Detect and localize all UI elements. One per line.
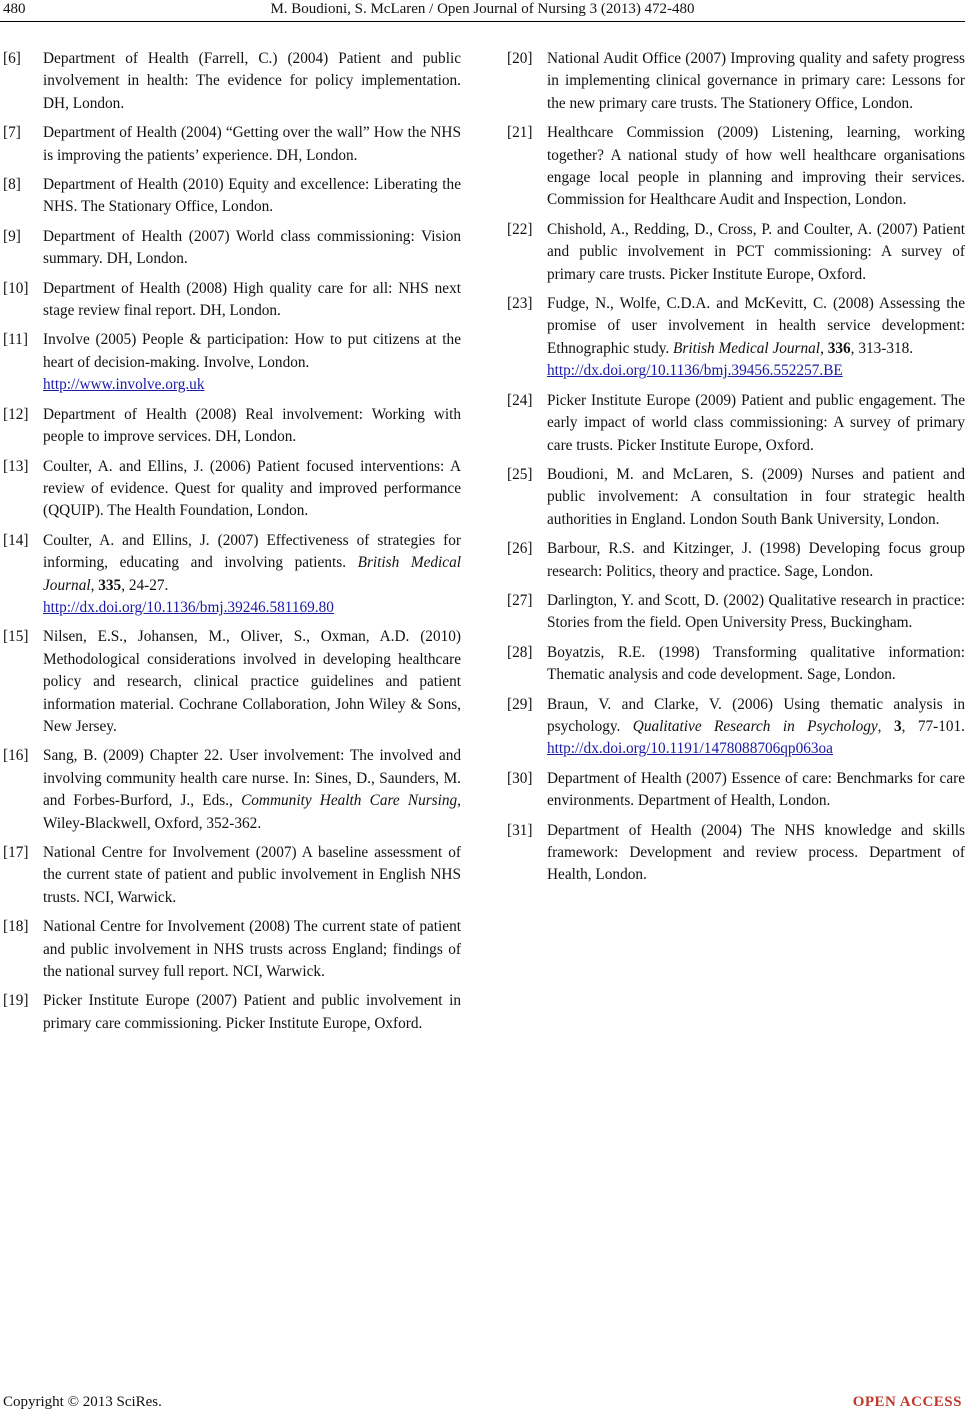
reference-number: [10] [3, 279, 29, 297]
reference-text [547, 538, 965, 583]
journal-title: Community Health Care Nursing [241, 792, 458, 810]
reference-body: Coulter, A. and Ellins, J. (2006) Patient focused interventions: A review of evidence. Quest for quality and improved performance (QQUIP). The Health Foundation, London. [43, 457, 461, 520]
reference-entry [3, 456, 461, 523]
reference-number: [16] [3, 747, 29, 765]
doi-link[interactable]: http://dx.doi.org/10.1136/bmj.39456.552257.BE [547, 362, 843, 380]
reference-body: Braun, V. and Clarke, V. (2006) Using thematic analysis in psychology. [547, 695, 965, 735]
reference-body: National Centre for Involvement (2007) A baseline assessment of the current state of patient and public involvement in English NHS trusts. NCI, Warwick. [43, 844, 461, 906]
reference-text [547, 122, 965, 212]
reference-number: [11] [3, 331, 28, 349]
reference-text [43, 456, 461, 523]
reference-body: Nilsen, E.S., Johansen, M., Oliver, S., Oxman, A.D. (2010) Methodological considerations involved in developing healthcare policy and research, clinical practice guidelines and patient information material. Cochrane Collaboration, John Wiley & Sons, New Jersey. [43, 628, 461, 735]
reference-pages: , 313-318. [850, 339, 914, 357]
reference-text [547, 694, 965, 761]
reference-text [43, 226, 461, 271]
reference-text [43, 626, 461, 738]
reference-number: [15] [3, 628, 29, 646]
journal-title: British Medical Journal [673, 339, 821, 357]
reference-entry [3, 745, 461, 835]
reference-number: [25] [507, 465, 533, 483]
reference-body: Picker Institute Europe (2007) Patient and public involvement in primary care commissioning. Picker Institute Europe, Oxford. [43, 992, 461, 1032]
reference-entry [3, 226, 461, 271]
reference-number: [26] [507, 540, 533, 558]
reference-separator: , [820, 339, 828, 357]
reference-text [43, 745, 461, 835]
reference-entry [3, 404, 461, 449]
footer-copyright: Copyright © 2013 SciRes. [3, 1394, 162, 1410]
reference-entry [3, 278, 461, 323]
reference-separator: , [877, 717, 894, 735]
reference-body: Picker Institute Europe (2009) Patient and public engagement. The early impact of world class commissioning: A survey of primary care trusts. Picker Institute Europe, Oxford. [547, 391, 965, 454]
reference-entry [507, 122, 965, 212]
reference-number: [28] [507, 643, 533, 661]
reference-body: Boyatzis, R.E. (1998) Transforming qualitative information: Thematic analysis and code development. Sage, London. [547, 643, 965, 684]
reference-body: Department of Health (2007) Essence of care: Benchmarks for care environments. Department of Health, London. [547, 769, 965, 810]
reference-number: [22] [507, 220, 533, 238]
header-rule [0, 21, 965, 22]
reference-body: Healthcare Commission (2009) Listening, learning, working together? A national study of how well healthcare organisations engage local people in planning and improving their services. Commission for Healthcare Audit and Inspection, London. [547, 124, 965, 209]
reference-entry [507, 390, 965, 457]
reference-number: [12] [3, 405, 29, 423]
reference-text [547, 293, 965, 383]
reference-body: Department of Health (2010) Equity and excellence: Liberating the NHS. The Stationary Office, London. [43, 176, 461, 216]
reference-entry [3, 626, 461, 738]
reference-body: Darlington, Y. and Scott, D. (2002) Qualitative research in practice: Stories from the field. Open University Press, Buckingham. [547, 591, 965, 632]
reference-separator: , [90, 576, 99, 594]
reference-entry [507, 48, 965, 115]
reference-number: [23] [507, 295, 533, 313]
volume-number: 336 [827, 339, 851, 357]
reference-number: [30] [507, 769, 533, 787]
reference-text [43, 329, 461, 396]
reference-text [547, 820, 965, 887]
running-head: M. Boudioni, S. McLaren / Open Journal of Nursing 3 (2013) 472-480 [270, 1, 695, 17]
volume-number: 3 [893, 717, 902, 735]
reference-number: [6] [3, 50, 21, 67]
references-right-column [507, 48, 965, 894]
reference-number: [31] [507, 821, 533, 839]
journal-title: British Medical Journal [43, 554, 461, 594]
reference-number: [13] [3, 457, 29, 475]
reference-entry [507, 219, 965, 286]
reference-text [43, 122, 461, 167]
reference-entry [3, 174, 461, 219]
reference-body: Sang, B. (2009) Chapter 22. User involvement: The involved and involving community health care nurse. In: Sines, D., Saunders, M. and Forbes-Burford, J., Eds., [43, 747, 461, 810]
reference-text [43, 174, 461, 219]
reference-entry [507, 768, 965, 813]
reference-body: Department of Health (2004) “Getting over the wall” How the NHS is improving the patients’ experience. DH, London. [43, 124, 461, 164]
reference-text [547, 768, 965, 813]
reference-entry [3, 842, 461, 909]
reference-body: Department of Health (Farrell, C.) (2004) Patient and public involvement in health: The evidence for policy implementation. DH, London. [43, 50, 461, 112]
reference-entry [507, 820, 965, 887]
reference-entry [507, 464, 965, 531]
reference-body: Barbour, R.S. and Kitzinger, J. (1998) Developing focus group research: Politics, theory and practice. Sage, London. [547, 540, 965, 580]
reference-entry [3, 122, 461, 167]
reference-body: Coulter, A. and Ellins, J. (2007) Effectiveness of strategies for informing, educating and involving patients. [43, 531, 461, 572]
reference-number: [19] [3, 992, 29, 1010]
reference-body: Involve (2005) People & participation: How to put citizens at the heart of decision-making. Involve, London. [43, 331, 461, 371]
reference-entry [3, 530, 461, 620]
reference-body: Department of Health (2007) World class commissioning: Vision summary. DH, London. [43, 227, 461, 268]
reference-number: [20] [507, 50, 533, 67]
reference-entry [507, 590, 965, 635]
reference-text [43, 278, 461, 323]
reference-number: [27] [507, 591, 533, 609]
volume-number: 335 [98, 576, 122, 594]
reference-pages: , Wiley-Blackwell, Oxford, 352-362. [43, 792, 461, 832]
reference-entry [3, 48, 461, 115]
doi-link[interactable]: http://dx.doi.org/10.1191/1478088706qp063oa [547, 740, 833, 758]
references-left-column [3, 48, 461, 1042]
reference-number: [24] [507, 391, 533, 409]
reference-entry [507, 538, 965, 583]
reference-body: Chishold, A., Redding, D., Cross, P. and Coulter, A. (2007) Patient and public involvement in PCT commissioning: A survey of primary care trusts. Picker Institute Europe, Oxford. [547, 220, 965, 283]
reference-text [43, 530, 461, 620]
reference-text [43, 48, 461, 115]
reference-body: Boudioni, M. and McLaren, S. (2009) Nurses and patient and public involvement: A consultation in four strategic health authorities in England. London South Bank University, London. [547, 465, 965, 528]
reference-number: [29] [507, 695, 533, 713]
reference-number: [8] [3, 176, 21, 194]
reference-text [547, 390, 965, 457]
reference-body: Fudge, N., Wolfe, C.D.A. and McKevitt, C. (2008) Assessing the promise of user involvement in health service development: Ethnographic study. [547, 295, 965, 357]
reference-number: [18] [3, 918, 29, 936]
reference-entry [3, 329, 461, 396]
reference-number: [21] [507, 124, 533, 142]
reference-entry [507, 293, 965, 383]
reference-body: National Centre for Involvement (2008) The current state of patient and public involvement in NHS trusts across England; findings of the national survey full report. NCI, Warwick. [43, 918, 461, 981]
reference-body: Department of Health (2008) High quality care for all: NHS next stage review final report. DH, London. [43, 279, 461, 320]
reference-text [43, 990, 461, 1035]
reference-number: [9] [3, 227, 21, 245]
doi-link[interactable]: http://www.involve.org.uk [43, 376, 205, 394]
reference-entry [507, 642, 965, 687]
reference-text [547, 590, 965, 635]
reference-text [547, 48, 965, 115]
reference-number: [14] [3, 531, 29, 549]
page-number: 480 [3, 1, 26, 17]
reference-text [43, 404, 461, 449]
reference-pages: , 24-27. [121, 576, 169, 594]
reference-text [43, 916, 461, 983]
reference-entry [507, 694, 965, 761]
reference-text [43, 842, 461, 909]
reference-pages: , 77-101. [901, 717, 965, 735]
reference-entry [3, 990, 461, 1035]
reference-text [547, 464, 965, 531]
journal-title: Qualitative Research in Psychology [632, 717, 878, 735]
doi-link[interactable]: http://dx.doi.org/10.1136/bmj.39246.581169.80 [43, 598, 334, 616]
reference-body: National Audit Office (2007) Improving quality and safety progress in implementing clinical governance in primary care: Lessons for the new primary care trusts. The Stationery Office, London. [547, 50, 965, 112]
reference-body: Department of Health (2008) Real involvement: Working with people to improve services. DH, London. [43, 405, 461, 446]
footer-open-access: OPEN ACCESS [852, 1394, 962, 1410]
reference-entry [3, 916, 461, 983]
reference-number: [17] [3, 844, 29, 861]
reference-text [547, 642, 965, 687]
reference-number: [7] [3, 124, 21, 142]
reference-body: Department of Health (2004) The NHS knowledge and skills framework: Development and review process. Department of Health, London. [547, 821, 965, 884]
reference-text [547, 219, 965, 286]
